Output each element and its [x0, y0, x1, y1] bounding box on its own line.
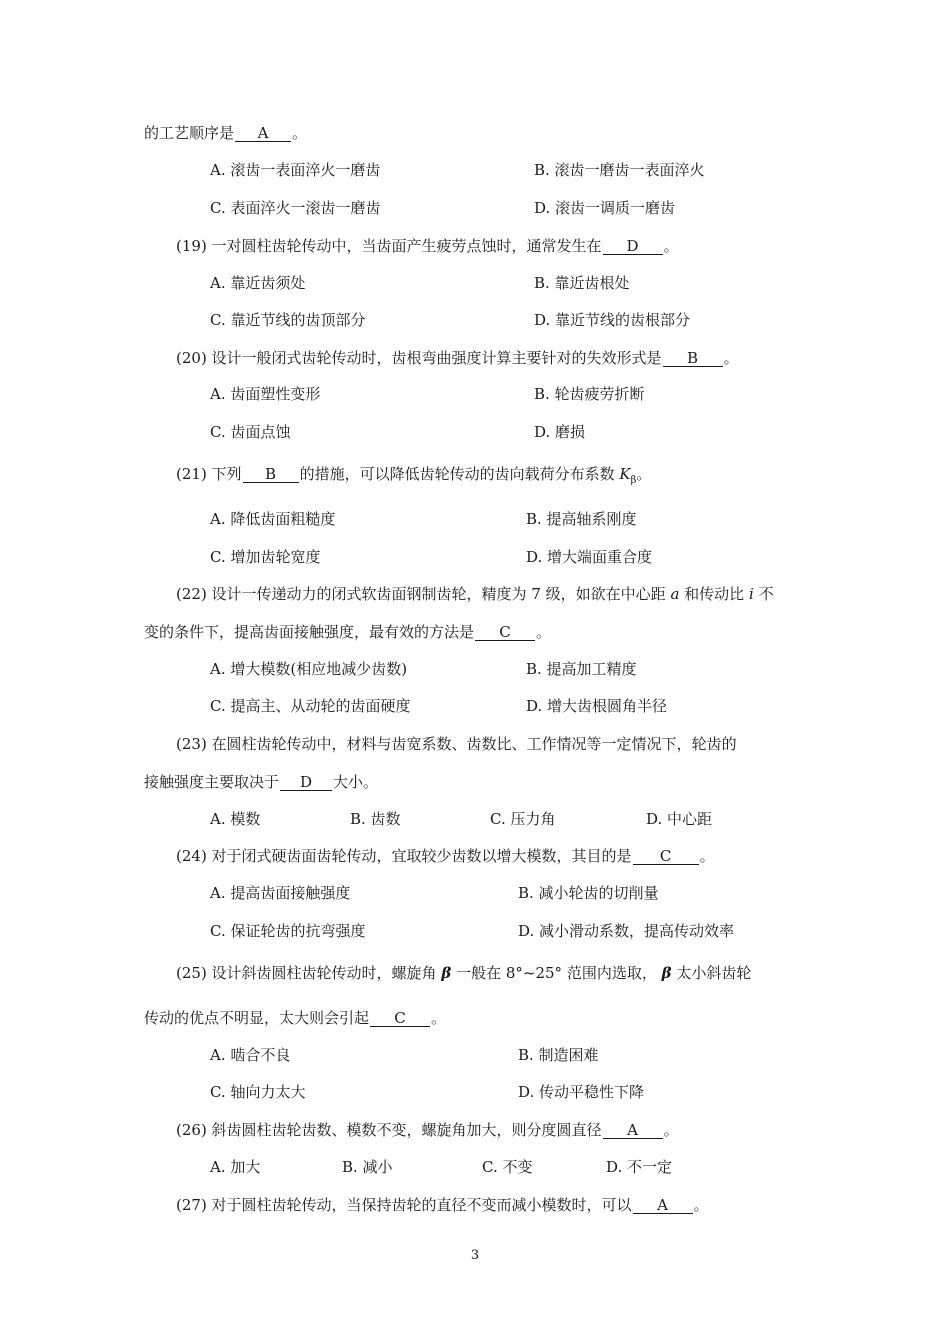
question-19: [176, 236, 679, 256]
question-23-line-2: [144, 772, 378, 792]
question-text: 接触强度主要取决于: [144, 773, 280, 791]
question-text: (26) 斜齿圆柱齿轮齿数、模数不变，螺旋角加大，则分度圆直径: [176, 1121, 602, 1139]
page-number: 3: [470, 1248, 480, 1263]
question-text: 。: [663, 237, 679, 255]
question-text: (21) 下列: [176, 465, 242, 483]
question-text: 传动的优点不明显，太大则会引起: [144, 1009, 370, 1027]
option-d: D. 中心距: [646, 810, 713, 828]
question-text: 。: [431, 1009, 447, 1027]
question-text: 的工艺顺序是: [144, 124, 235, 142]
answer-blank: B: [663, 350, 723, 367]
option-a: A. 啮合不良: [210, 1046, 291, 1064]
option-d: D. 增大齿根圆角半径: [526, 697, 668, 715]
question-text: (24) 对于闭式硬齿面齿轮传动，宜取较少齿数以增大模数，其目的是: [176, 847, 632, 865]
question-text: (23) 在圆柱齿轮传动中，材料与齿宽系数、齿数比、工作情况等一定情况下，轮齿的: [176, 735, 737, 753]
question-26: [176, 1120, 679, 1140]
question-text: 。: [723, 349, 739, 367]
question-text: (25) 设计斜齿圆柱齿轮传动时，螺旋角: [176, 964, 437, 982]
question-20: [176, 348, 739, 368]
option-b: B. 靠近齿根处: [534, 274, 630, 292]
option-d: D. 传动平稳性下降: [518, 1083, 645, 1101]
question-18-continuation: [144, 123, 307, 143]
question-text: 不: [758, 585, 774, 603]
option-b: B. 提高加工精度: [526, 660, 637, 678]
answer-blank: A: [235, 125, 291, 142]
option-d: D. 靠近节线的齿根部分: [534, 311, 691, 329]
option-c: C. 压力角: [490, 810, 556, 828]
option-b: B. 减小轮齿的切削量: [518, 884, 659, 902]
option-d: D. 不一定: [606, 1158, 673, 1176]
question-text: (27) 对于圆柱齿轮传动，当保持齿轮的直径不变而减小模数时，可以: [176, 1196, 632, 1214]
question-text: 的措施，可以降低齿轮传动的齿向载荷分布系数: [299, 465, 615, 483]
question-25-line-2: [144, 1008, 446, 1028]
option-b: B. 减小: [342, 1158, 393, 1176]
question-24: [176, 846, 715, 866]
option-a: A. 齿面塑性变形: [210, 385, 321, 403]
option-b: B. 滚齿一磨齿一表面淬火: [534, 161, 705, 179]
option-d: D. 磨损: [534, 423, 586, 441]
option-d: D. 增大端面重合度: [526, 548, 653, 566]
answer-blank: B: [243, 466, 299, 483]
math-symbol: β: [661, 964, 672, 982]
question-text: 。: [699, 847, 715, 865]
option-b: B. 齿数: [350, 810, 401, 828]
question-22: [176, 584, 774, 604]
math-symbol: a: [670, 585, 680, 603]
question-text: 。: [663, 1121, 679, 1139]
question-text: 。: [693, 1196, 709, 1214]
option-c: C. 不变: [482, 1158, 533, 1176]
question-21: [176, 464, 651, 491]
option-c: C. 表面淬火一滚齿一磨齿: [210, 199, 381, 217]
option-c: C. 靠近节线的齿顶部分: [210, 311, 366, 329]
question-text: (20) 设计一般闭式齿轮传动时，齿根弯曲强度计算主要针对的失效形式是: [176, 349, 662, 367]
option-a: A. 滚齿一表面淬火一磨齿: [210, 161, 381, 179]
option-c: C. 保证轮齿的抗弯强度: [210, 922, 366, 940]
question-text: 。: [636, 465, 652, 483]
question-text: 和传动比: [684, 585, 745, 603]
option-a: A. 增大模数(相应地减少齿数): [210, 660, 408, 678]
question-25: [176, 963, 751, 983]
option-b: B. 制造困难: [518, 1046, 599, 1064]
option-c: C. 提高主、从动轮的齿面硬度: [210, 697, 411, 715]
math-symbol: β: [441, 964, 452, 982]
question-23: [176, 734, 737, 754]
question-22-line-2: [144, 622, 551, 642]
answer-blank: C: [475, 624, 535, 641]
math-symbol: K: [619, 465, 631, 483]
answer-blank: A: [633, 1197, 693, 1214]
option-d: D. 滚齿一调质一磨齿: [534, 199, 676, 217]
question-text: 。: [536, 623, 552, 641]
question-text: 一般在 8°~25° 范围内选取，: [456, 964, 657, 982]
option-b: B. 提高轴系刚度: [526, 510, 637, 528]
answer-blank: D: [280, 774, 332, 791]
option-c: C. 轴向力太大: [210, 1083, 306, 1101]
question-text: 大小。: [333, 773, 379, 791]
option-a: A. 降低齿面粗糙度: [210, 510, 336, 528]
answer-blank: A: [603, 1122, 663, 1139]
option-b: B. 轮齿疲劳折断: [534, 385, 645, 403]
option-a: A. 模数: [210, 810, 261, 828]
answer-blank: C: [633, 848, 699, 865]
question-27: [176, 1195, 709, 1215]
option-c: C. 齿面点蚀: [210, 423, 291, 441]
question-text: 变的条件下，提高齿面接触强度，最有效的方法是: [144, 623, 475, 641]
question-text: 。: [292, 124, 308, 142]
answer-blank: D: [603, 238, 663, 255]
option-a: A. 靠近齿须处: [210, 274, 306, 292]
math-subscript: β: [630, 475, 637, 486]
option-d: D. 减小滑动系数，提高传动效率: [518, 922, 735, 940]
answer-blank: C: [370, 1010, 430, 1027]
option-a: A. 提高齿面接触强度: [210, 884, 351, 902]
question-text: (19) 一对圆柱齿轮传动中，当齿面产生疲劳点蚀时，通常发生在: [176, 237, 602, 255]
option-a: A. 加大: [210, 1158, 261, 1176]
question-text: (22) 设计一传递动力的闭式软齿面钢制齿轮，精度为 7 级，如欲在中心距: [176, 585, 666, 603]
option-c: C. 增加齿轮宽度: [210, 548, 321, 566]
question-text: 太小斜齿轮: [676, 964, 752, 982]
math-symbol: i: [748, 585, 754, 603]
